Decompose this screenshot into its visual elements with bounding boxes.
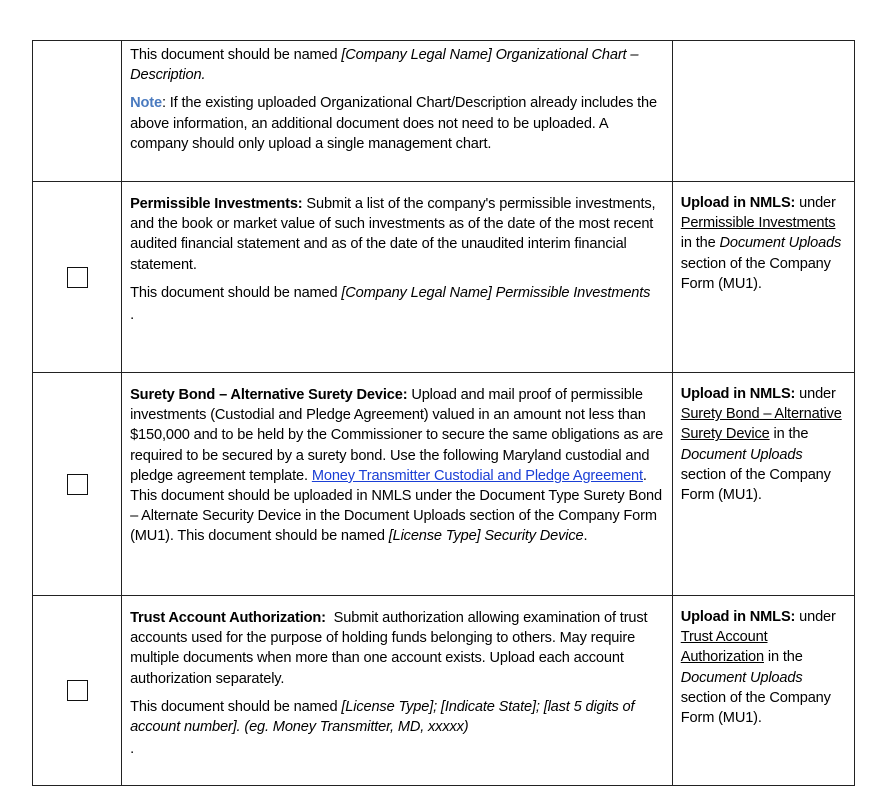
permissible-investments-checkbox[interactable] bbox=[67, 267, 88, 288]
naming-format: [Company Legal Name] Organizational Chart – Description. bbox=[130, 47, 639, 84]
naming-instruction: This document should be named [Company Legal Name] Organizational Chart – Description. bbox=[130, 47, 639, 84]
checkbox-cell bbox=[33, 182, 122, 373]
naming-format: [License Type] Security Device bbox=[388, 528, 584, 545]
requirements-table bbox=[32, 40, 855, 786]
upload-label: Upload in NMLS: bbox=[680, 609, 796, 625]
upload-instruction: Upload in NMLS: under Surety Bond – Alternative Surety Device in the Document Uploads section of the Company Form (MU1). bbox=[672, 373, 854, 596]
checkbox-cell bbox=[33, 373, 122, 596]
table-row-permissible-investments bbox=[33, 182, 855, 373]
upload-label: Upload in NMLS: bbox=[680, 195, 796, 211]
upload-section: Document Uploads bbox=[719, 235, 842, 252]
upload-label: Upload in NMLS: bbox=[680, 386, 796, 402]
requirement-description bbox=[122, 41, 673, 182]
requirement-title: Surety Bond – Alternative Surety Device: bbox=[130, 387, 408, 403]
upload-section: Document Uploads bbox=[680, 446, 803, 463]
trust-account-checkbox[interactable] bbox=[67, 680, 88, 701]
trailing-period: . bbox=[130, 307, 134, 324]
requirement-title: Trust Account Authorization: bbox=[130, 610, 326, 626]
surety-bond-checkbox[interactable] bbox=[67, 474, 88, 495]
upload-section: Document Uploads bbox=[680, 669, 803, 686]
naming-instruction: This document should be named [License Type]; [Indicate State]; [last 5 digits of account number]. (eg. Money Transmitter, MD, xxxxx) bbox=[130, 698, 635, 736]
table-row-org-chart bbox=[33, 41, 855, 182]
requirement-description: Permissible Investments: Submit a list of the company's permissible investments, and the book or market value of such investments as of the date of the most recent audited financial statement and as of the date of the unaudited interim financial statement. This document should be named [Company Legal Name] Permissible Investments . bbox=[122, 182, 673, 373]
upload-instruction: Upload in NMLS: under Permissible Investments in the Document Uploads section of the Company Form (MU1). bbox=[672, 182, 854, 373]
upload-instruction-empty bbox=[672, 41, 854, 182]
naming-format: [License Type]; [Indicate State]; [last 5 digits of account number]. (eg. Money Transmitter, MD, xxxxx) bbox=[130, 698, 635, 736]
note-paragraph: Note: If the existing uploaded Organizational Chart/Description already includes the above information, an additional document does not need to be uploaded. A company should only upload a single management chart. bbox=[130, 95, 657, 152]
table-row-surety-bond bbox=[33, 373, 855, 596]
requirement-description: Surety Bond – Alternative Surety Device: Upload and mail proof of permissible investments (Custodial and Pledge Agreement) valued in an amount not less than $150,000 and to be held by the Commissioner to secure the same obligations as are required to be secured by a surety bond. Use the following Maryland custodial and pledge agreement template. Money Transmitter Custodial and Pledge Agreement. This document should be uploaded in NMLS under the Document Type Surety Bond – Alternate Security Device in the Document Uploads section of the Company Form (MU1). This document should be named [License Type] Security Device. bbox=[122, 373, 673, 596]
checkbox-cell-empty bbox=[33, 41, 122, 182]
naming-format: [Company Legal Name] Permissible Investments bbox=[341, 284, 651, 301]
upload-doc-type: Trust Account Authorization bbox=[680, 629, 768, 666]
upload-doc-type: Permissible Investments bbox=[680, 215, 836, 232]
trailing-period: . bbox=[130, 741, 134, 758]
note-label: Note bbox=[130, 95, 162, 112]
requirement-description: Trust Account Authorization: Submit authorization allowing examination of trust accounts used for the purpose of holding funds belonging to others. May require multiple documents when more than one account exists. Upload each account authorization separately. This document should be named [License Type]; [Indicate State]; [last 5 digits of account number]. (eg. Money Transmitter, MD, xxxxx) . bbox=[122, 596, 673, 786]
table-row-trust-account bbox=[33, 596, 855, 786]
custodial-agreement-link[interactable]: Money Transmitter Custodial and Pledge Agreement bbox=[311, 467, 643, 484]
requirement-title: Permissible Investments: bbox=[130, 196, 303, 212]
naming-instruction: This document should be named [Company Legal Name] Permissible Investments bbox=[130, 284, 651, 301]
checkbox-cell bbox=[33, 596, 122, 786]
upload-doc-type: Surety Bond – Alternative Surety Device bbox=[680, 406, 842, 443]
upload-instruction: Upload in NMLS: under Trust Account Authorization in the Document Uploads section of the Company Form (MU1). bbox=[672, 596, 854, 786]
